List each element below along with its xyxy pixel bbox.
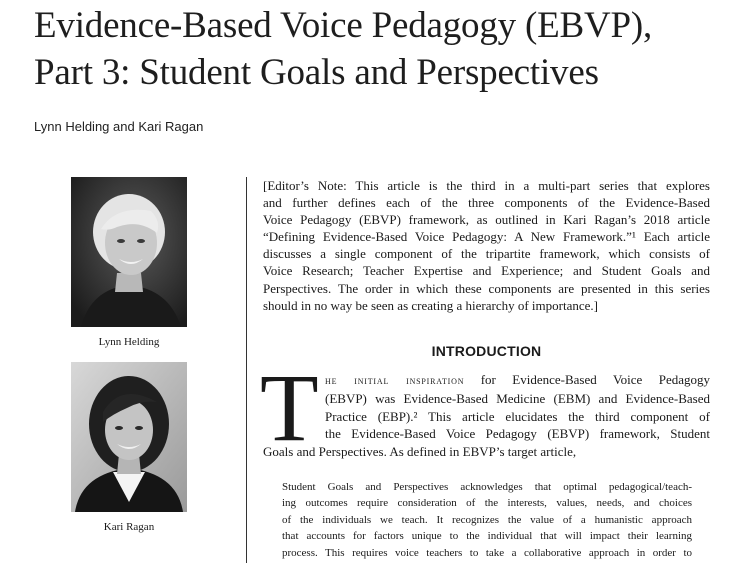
intro-lead-small-caps: he initial inspiration [325, 373, 465, 387]
editors-note-line: [Editor’s Note: This article is the third in a multi-part series that explores [263, 178, 710, 193]
photo-caption-lynn-helding: Lynn Helding [98, 336, 160, 348]
block-quote-line: ing outcomes require consideration of the interests, values, needs, and choices [282, 497, 692, 510]
editors-note-line: Voice Research; Teacher Expertise and Experience; and Student Goals and [263, 263, 710, 279]
author-photo-lynn-helding [71, 177, 187, 327]
block-quote-line: that accounts for factors unique to the individual that will impact their learning [282, 530, 692, 543]
block-quote [282, 479, 692, 561]
editors-note [263, 177, 710, 314]
column-divider [246, 177, 247, 563]
intro-line: Goals and Perspectives. As defined in EBVP’s target article, [263, 444, 577, 460]
article-title [34, 2, 734, 96]
block-quote-line: of the individuals we teach. It recognizes the value of a humanistic approach [282, 513, 692, 526]
intro-line-rest: for Evidence-Based Voice Pedagogy [464, 372, 710, 387]
portrait-photo-icon [71, 177, 187, 327]
block-quote-line: Student Goals and Perspectives acknowledges that optimal pedagogical/teach- [282, 481, 692, 493]
portrait-photo-icon [71, 362, 187, 512]
editors-note-line: Perspectives. The order in which these components are presented in this series [263, 280, 710, 296]
author-photo-kari-ragan [71, 362, 187, 512]
title-line-2: Part 3: Student Goals and Perspectives [34, 52, 599, 93]
intro-line [263, 371, 710, 390]
title-line-1: Evidence-Based Voice Pedagogy (EBVP), [34, 5, 653, 46]
editors-note-line: and further defines each of the three components of the Evidence-Based [263, 195, 710, 211]
editors-note-line: “Defining Evidence-Based Voice Pedagogy: A New Framework.”¹ Each article [263, 229, 710, 245]
block-quote-line: process. This requires voice teachers to take a collaborative approach in order to [282, 546, 692, 559]
drop-cap: T [260, 354, 319, 461]
editors-note-line: Voice Pedagogy (EBVP) framework, as outlined in Kari Ragan’s 2018 article [263, 212, 710, 228]
editors-note-line: discusses a single component of the tripartite framework, which consists of [263, 246, 710, 262]
intro-line: Practice (EBP).² This article elucidates the third component of [325, 408, 710, 424]
editors-note-line: should in no way be seen as creating a hierarchy of importance.] [263, 297, 598, 313]
intro-line: the Evidence-Based Voice Pedagogy (EBVP) framework, Student [325, 426, 710, 442]
author-byline: Lynn Helding and Kari Ragan [34, 119, 204, 134]
introduction-paragraph [263, 371, 710, 461]
photo-caption-kari-ragan: Kari Ragan [103, 521, 155, 533]
section-heading-introduction: INTRODUCTION [431, 343, 542, 359]
intro-line: (EBVP) was Evidence-Based Medicine (EBM) and Evidence-Based [325, 390, 710, 406]
